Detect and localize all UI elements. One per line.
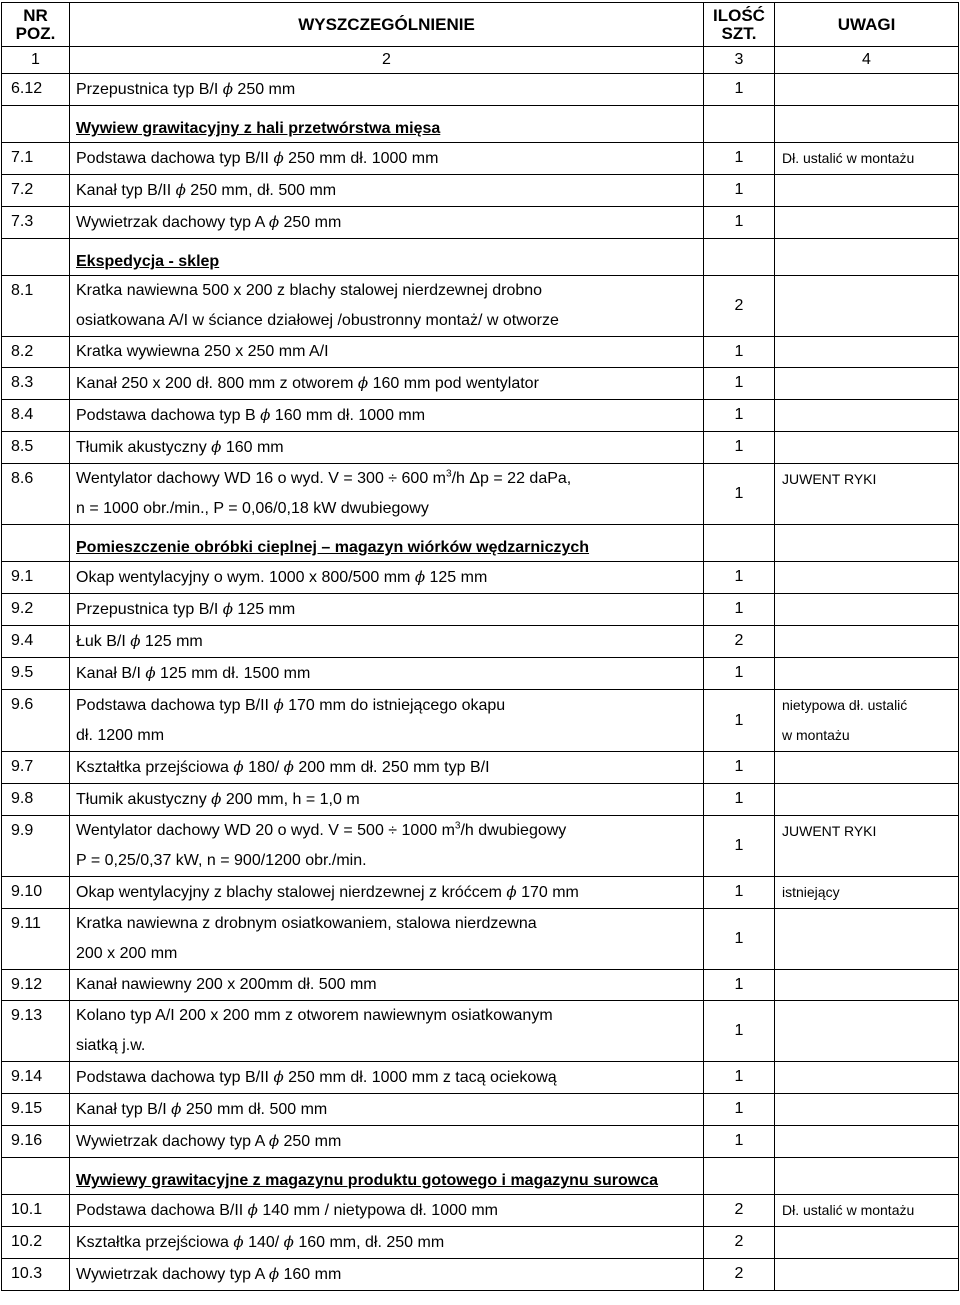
position-number: 9.7: [2, 752, 70, 784]
item-description: [70, 752, 704, 784]
description-line: Podstawa dachowa typ B/II ϕ 250 mm dł. 1000 mm: [76, 149, 439, 167]
position-number: 8.2: [2, 337, 70, 368]
description-line: Kanał nawiewny 200 x 200mm dł. 500 mm: [76, 976, 377, 993]
item-quantity: 1: [704, 562, 775, 594]
item-notes: [775, 626, 959, 658]
item-notes: [775, 658, 959, 690]
header-description: WYSZCZEGÓLNIENIE: [70, 3, 704, 47]
position-number: 10.2: [2, 1227, 70, 1259]
item-notes: [775, 143, 959, 175]
item-description: [70, 464, 704, 525]
item-quantity: 2: [704, 626, 775, 658]
description-line: Podstawa dachowa typ B ϕ 160 mm dł. 1000 mm: [76, 406, 426, 424]
position-number: 9.1: [2, 562, 70, 594]
item-notes: [775, 594, 959, 626]
item-quantity: 1: [704, 970, 775, 1001]
section-notes-cell: [775, 525, 959, 562]
description-line: Kratka nawiewna z drobnym osiatkowaniem, stalowa nierdzewna: [76, 915, 537, 932]
description-line: Podstawa dachowa B/II ϕ 140 mm / nietypowa dł. 1000 mm: [76, 1201, 498, 1219]
position-number: 7.1: [2, 143, 70, 175]
description-line: dł. 1200 mm: [76, 727, 165, 744]
item-description: [70, 1259, 704, 1291]
item-notes: [775, 1001, 959, 1062]
item-notes: [775, 784, 959, 816]
item-description: [70, 784, 704, 816]
description-line: P = 0,25/0,37 kW, n = 900/1200 obr./min.: [76, 852, 367, 869]
table-row: [2, 464, 959, 525]
section-row: [2, 239, 959, 276]
column-number: 3: [704, 47, 775, 74]
item-quantity: 1: [704, 143, 775, 175]
item-quantity: 1: [704, 337, 775, 368]
section-row: [2, 525, 959, 562]
notes-line: JUWENT RYKI: [782, 471, 877, 487]
item-notes: [775, 1259, 959, 1291]
table-row: [2, 143, 959, 175]
item-notes: [775, 1195, 959, 1227]
description-line: n = 1000 obr./min., P = 0,06/0,18 kW dwubiegowy: [76, 500, 429, 517]
section-title: [70, 239, 704, 276]
header-nr: NR POZ.: [2, 3, 70, 47]
table-row: [2, 175, 959, 207]
table-row: [2, 1001, 959, 1062]
description-line: Wentylator dachowy WD 16 o wyd. V = 300 ÷ 600 $m^3/h$ Δp = 22 daPa,: [76, 468, 572, 487]
table-row: [2, 368, 959, 400]
item-description: [70, 207, 704, 239]
item-description: [70, 594, 704, 626]
description-line: Przepustnica typ B/I ϕ 125 mm: [76, 600, 296, 618]
notes-line: istniejący: [782, 884, 840, 900]
position-number: 8.6: [2, 464, 70, 525]
description-line: Przepustnica typ B/I ϕ 250 mm: [76, 80, 296, 98]
description-line: Podstawa dachowa typ B/II ϕ 250 mm dł. 1000 mm z tacą ociekową: [76, 1068, 557, 1086]
item-description: [70, 276, 704, 337]
section-title: [70, 106, 704, 143]
table-row: [2, 784, 959, 816]
notes-line: Dł. ustalić w montażu: [782, 150, 915, 166]
position-number: 9.10: [2, 877, 70, 909]
item-quantity: 1: [704, 74, 775, 106]
table-row: [2, 1195, 959, 1227]
column-number: 1: [2, 47, 70, 74]
item-quantity: 2: [704, 276, 775, 337]
item-notes: [775, 752, 959, 784]
table-row: [2, 1259, 959, 1291]
item-description: [70, 337, 704, 368]
item-quantity: 1: [704, 594, 775, 626]
item-description: [70, 690, 704, 752]
section-qty-cell: [704, 106, 775, 143]
item-quantity: 1: [704, 816, 775, 877]
description-line: osiatkowana A/I w ściance działowej /obustronny montaż/ w otworze: [76, 312, 559, 329]
position-number: 9.2: [2, 594, 70, 626]
position-number: 9.15: [2, 1094, 70, 1126]
table-row: [2, 1094, 959, 1126]
section-row: [2, 106, 959, 143]
item-description: [70, 1227, 704, 1259]
table-row: [2, 970, 959, 1001]
description-line: Tłumik akustyczny ϕ 200 mm, h = 1,0 m: [76, 790, 360, 808]
description-line: Wywietrzak dachowy typ A ϕ 250 mm: [76, 213, 342, 231]
item-notes: [775, 276, 959, 337]
description-line: Kształtka przejściowa ϕ 140/ ϕ 160 mm, dł. 250 mm: [76, 1233, 445, 1251]
item-notes: [775, 690, 959, 752]
item-notes: [775, 909, 959, 970]
table-row: [2, 690, 959, 752]
description-line: Tłumik akustyczny ϕ 160 mm: [76, 438, 284, 456]
notes-line: nietypowa dł. ustalić: [782, 697, 908, 713]
table-row: [2, 276, 959, 337]
specification-table: [1, 2, 959, 1291]
section-row: [2, 1158, 959, 1195]
position-number: 7.3: [2, 207, 70, 239]
table-row: [2, 1126, 959, 1158]
item-quantity: 1: [704, 1126, 775, 1158]
item-notes: [775, 816, 959, 877]
position-number: 10.1: [2, 1195, 70, 1227]
item-quantity: 1: [704, 400, 775, 432]
position-number: 10.3: [2, 1259, 70, 1291]
table-row: [2, 594, 959, 626]
item-description: [70, 658, 704, 690]
item-notes: [775, 464, 959, 525]
position-number: 6.12: [2, 74, 70, 106]
table-header-row: [2, 3, 959, 47]
item-notes: [775, 175, 959, 207]
table-row: [2, 658, 959, 690]
item-notes: [775, 1094, 959, 1126]
item-quantity: 1: [704, 432, 775, 464]
item-notes: [775, 970, 959, 1001]
section-title: [70, 525, 704, 562]
item-quantity: 1: [704, 1062, 775, 1094]
position-number: 8.3: [2, 368, 70, 400]
position-number: 9.16: [2, 1126, 70, 1158]
item-description: [70, 1126, 704, 1158]
table-row: [2, 337, 959, 368]
header-notes: UWAGI: [775, 3, 959, 47]
item-quantity: 1: [704, 784, 775, 816]
description-line: 200 x 200 mm: [76, 945, 178, 962]
description-line: Wywietrzak dachowy typ A ϕ 250 mm: [76, 1132, 342, 1150]
column-number: 4: [775, 47, 959, 74]
item-notes: [775, 877, 959, 909]
table-row: [2, 752, 959, 784]
item-quantity: 1: [704, 464, 775, 525]
item-quantity: 1: [704, 368, 775, 400]
section-qty-cell: [704, 525, 775, 562]
item-description: [70, 626, 704, 658]
item-description: [70, 368, 704, 400]
section-title-text: Ekspedycja - sklep: [76, 253, 220, 270]
table-row: [2, 432, 959, 464]
item-description: [70, 1001, 704, 1062]
item-description: [70, 143, 704, 175]
section-nr-cell: [2, 525, 70, 562]
position-number: 9.12: [2, 970, 70, 1001]
description-line: Kanał typ B/I ϕ 250 mm dł. 500 mm: [76, 1100, 328, 1118]
item-description: [70, 877, 704, 909]
section-nr-cell: [2, 239, 70, 276]
description-line: Kratka wywiewna 250 x 250 mm A/I: [76, 343, 329, 360]
item-quantity: 2: [704, 1195, 775, 1227]
item-quantity: 2: [704, 1227, 775, 1259]
item-quantity: 1: [704, 1094, 775, 1126]
section-notes-cell: [775, 239, 959, 276]
position-number: 8.1: [2, 276, 70, 337]
position-number: 9.11: [2, 909, 70, 970]
item-description: [70, 1195, 704, 1227]
table-row: [2, 816, 959, 877]
table-row: [2, 74, 959, 106]
item-description: [70, 1094, 704, 1126]
position-number: 9.4: [2, 626, 70, 658]
item-notes: [775, 207, 959, 239]
item-quantity: 2: [704, 1259, 775, 1291]
notes-line: w montażu: [782, 727, 850, 743]
item-description: [70, 400, 704, 432]
section-title-text: Pomieszczenie obróbki cieplnej – magazyn wiórków wędzarniczych: [76, 539, 590, 556]
description-line: Kolano typ A/I 200 x 200 mm z otworem nawiewnym osiatkowanym: [76, 1007, 553, 1024]
column-number-row: [2, 47, 959, 74]
description-line: Wentylator dachowy WD 20 o wyd. V = 500 ÷ 1000 $m^3/h$ dwubiegowy: [76, 820, 567, 839]
section-notes-cell: [775, 106, 959, 143]
item-quantity: 1: [704, 752, 775, 784]
table-row: [2, 1062, 959, 1094]
notes-line: JUWENT RYKI: [782, 823, 877, 839]
column-number: 2: [70, 47, 704, 74]
item-quantity: 1: [704, 658, 775, 690]
item-quantity: 1: [704, 690, 775, 752]
table-row: [2, 562, 959, 594]
item-description: [70, 970, 704, 1001]
item-notes: [775, 74, 959, 106]
item-description: [70, 175, 704, 207]
item-notes: [775, 1227, 959, 1259]
table-row: [2, 909, 959, 970]
item-quantity: 1: [704, 175, 775, 207]
section-title-text: Wywiew grawitacyjny z hali przetwórstwa mięsa: [76, 120, 441, 137]
item-notes: [775, 1062, 959, 1094]
table-row: [2, 877, 959, 909]
notes-line: Dł. ustalić w montażu: [782, 1202, 915, 1218]
section-qty-cell: [704, 239, 775, 276]
table-row: [2, 1227, 959, 1259]
section-qty-cell: [704, 1158, 775, 1195]
table-row: [2, 400, 959, 432]
description-line: Kanał typ B/II ϕ 250 mm, dł. 500 mm: [76, 181, 337, 199]
item-notes: [775, 1126, 959, 1158]
description-line: Kanał 250 x 200 dł. 800 mm z otworem ϕ 160 mm pod wentylator: [76, 374, 539, 392]
item-description: [70, 1062, 704, 1094]
item-notes: [775, 432, 959, 464]
section-nr-cell: [2, 1158, 70, 1195]
section-notes-cell: [775, 1158, 959, 1195]
item-notes: [775, 562, 959, 594]
item-description: [70, 562, 704, 594]
description-line: Kratka nawiewna 500 x 200 z blachy stalowej nierdzewnej drobno: [76, 282, 543, 299]
position-number: 8.5: [2, 432, 70, 464]
position-number: 9.14: [2, 1062, 70, 1094]
item-description: [70, 74, 704, 106]
description-line: siatką j.w.: [76, 1037, 146, 1054]
item-description: [70, 909, 704, 970]
item-quantity: 1: [704, 1001, 775, 1062]
position-number: 9.6: [2, 690, 70, 752]
section-title: [70, 1158, 704, 1195]
item-quantity: 1: [704, 207, 775, 239]
table-row: [2, 626, 959, 658]
position-number: 9.9: [2, 816, 70, 877]
header-quantity: ILOŚĆ SZT.: [704, 3, 775, 47]
item-description: [70, 816, 704, 877]
position-number: 8.4: [2, 400, 70, 432]
description-line: Okap wentylacyjny z blachy stalowej nierdzewnej z króćcem ϕ 170 mm: [76, 883, 579, 901]
item-notes: [775, 400, 959, 432]
description-line: Łuk B/I ϕ 125 mm: [76, 632, 203, 650]
item-quantity: 1: [704, 877, 775, 909]
position-number: 7.2: [2, 175, 70, 207]
description-line: Okap wentylacyjny o wym. 1000 x 800/500 mm ϕ 125 mm: [76, 568, 488, 586]
description-line: Kanał B/I ϕ 125 mm dł. 1500 mm: [76, 664, 311, 682]
section-nr-cell: [2, 106, 70, 143]
item-notes: [775, 368, 959, 400]
position-number: 9.8: [2, 784, 70, 816]
description-line: Kształtka przejściowa ϕ 180/ ϕ 200 mm dł. 250 mm typ B/I: [76, 758, 490, 776]
description-line: Podstawa dachowa typ B/II ϕ 170 mm do istniejącego okapu: [76, 696, 506, 714]
item-quantity: 1: [704, 909, 775, 970]
description-line: Wywietrzak dachowy typ A ϕ 160 mm: [76, 1265, 342, 1283]
item-description: [70, 432, 704, 464]
section-title-text: Wywiewy grawitacyjne z magazynu produktu gotowego i magazynu surowca: [76, 1172, 659, 1189]
position-number: 9.5: [2, 658, 70, 690]
table-row: [2, 207, 959, 239]
position-number: 9.13: [2, 1001, 70, 1062]
item-notes: [775, 337, 959, 368]
